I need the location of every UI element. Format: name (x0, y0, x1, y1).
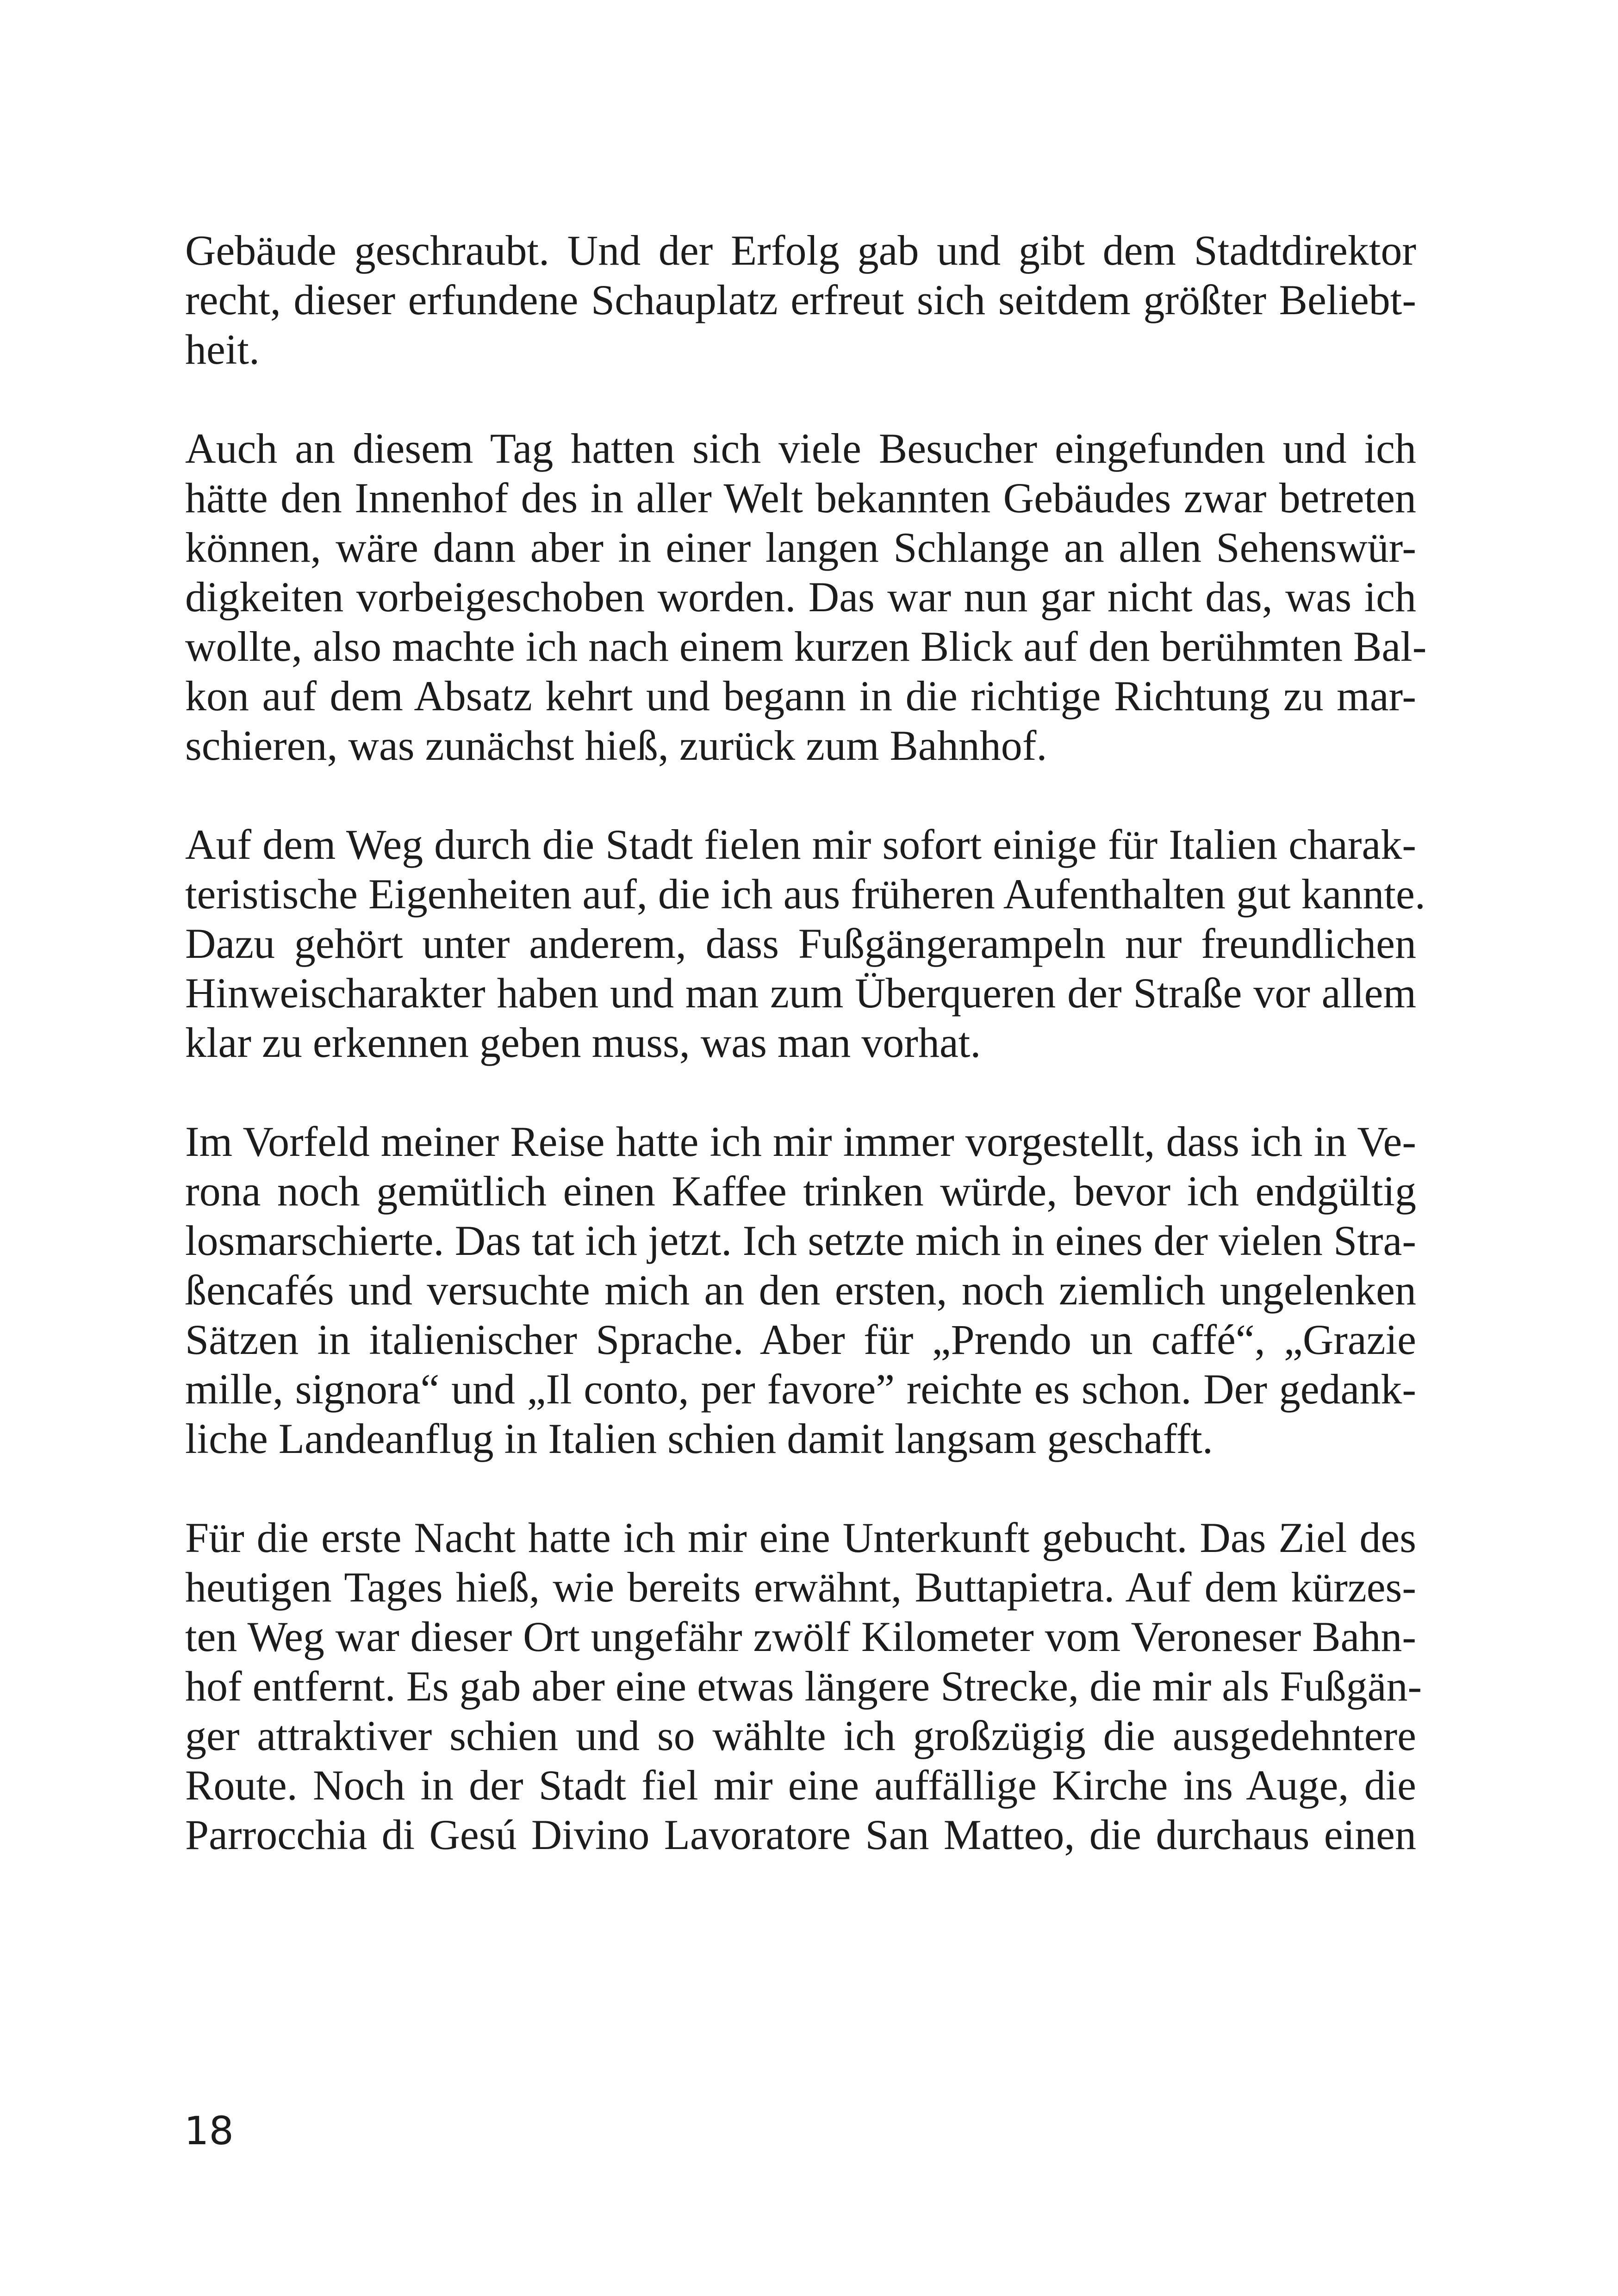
text-line: Route. Noch in der Stadt fiel mir eine auffällige Kirche ins Auge, die (185, 1762, 1416, 1809)
text-line: Für die erste Nacht hatte ich mir eine Unterkunft gebucht. Das Ziel des (185, 1514, 1416, 1561)
text-line: klar zu erkennen geben muss, was man vorhat. (185, 1019, 981, 1066)
body-text (185, 226, 1427, 1909)
text-line: wollte, also machte ich nach einem kurzen Blick auf den berühmten Bal- (185, 623, 1427, 670)
text-line: losmarschierte. Das tat ich jetzt. Ich setzte mich in eines der vielen Stra- (185, 1217, 1416, 1264)
text-line: Auf dem Weg durch die Stadt fielen mir sofort einige für Italien charak- (185, 821, 1416, 868)
text-line: hätte den Innenhof des in aller Welt bekannten Gebäudes zwar betreten (185, 474, 1416, 521)
text-line: digkeiten vorbeigeschoben worden. Das war nun gar nicht das, was ich (185, 573, 1416, 621)
text-line: rona noch gemütlich einen Kaffee trinken würde, bevor ich endgültig (185, 1167, 1416, 1215)
paragraph (185, 424, 1427, 770)
text-line: können, wäre dann aber in einer langen Schlange an allen Sehenswür- (185, 524, 1416, 571)
paragraph (185, 1117, 1416, 1464)
text-line: hof entfernt. Es gab aber eine etwas längere Strecke, die mir als Fußgän- (185, 1663, 1422, 1710)
text-line: heit. (185, 326, 260, 373)
text-line: ten Weg war dieser Ort ungefähr zwölf Kilometer vom Veroneser Bahn- (185, 1613, 1416, 1660)
paragraph (185, 1513, 1422, 1860)
text-line: Sätzen in italienischer Sprache. Aber für „Prendo un caffé“, „Grazie (185, 1316, 1416, 1363)
text-line: Auch an diesem Tag hatten sich viele Besucher eingefunden und ich (185, 425, 1416, 472)
text-line: liche Landeanflug in Italien schien damit langsam geschafft. (185, 1415, 1213, 1462)
text-line: kon auf dem Absatz kehrt und begann in die richtige Richtung zu mar- (185, 672, 1416, 720)
text-line: mille, signora“ und „Il conto, per favore” reichte es schon. Der gedank- (185, 1365, 1416, 1413)
text-line: Hinweischarakter haben und man zum Überqueren der Straße vor allem (185, 969, 1416, 1017)
text-line: ßencafés und versuchte mich an den ersten, noch ziemlich ungelenken (185, 1266, 1416, 1314)
paragraph (185, 226, 1416, 374)
text-line: Im Vorfeld meiner Reise hatte ich mir immer vorgestellt, dass ich in Ve- (185, 1118, 1416, 1165)
text-line: schieren, was zunächst hieß, zurück zum Bahnhof. (185, 722, 1047, 769)
text-line: Gebäude geschraubt. Und der Erfolg gab und gibt dem Stadtdirektor (185, 227, 1416, 274)
text-line: Dazu gehört unter anderem, dass Fußgängerampeln nur freundlichen (185, 920, 1416, 967)
text-line: recht, dieser erfundene Schauplatz erfreut sich seitdem größter Beliebt- (185, 276, 1416, 323)
page-number: 18 (184, 2108, 234, 2153)
paragraph (185, 820, 1425, 1067)
text-line: heutigen Tages hieß, wie bereits erwähnt, Buttapietra. Auf dem kürzes- (185, 1564, 1416, 1611)
text-line: ger attraktiver schien und so wählte ich großzügig die ausgedehntere (185, 1712, 1416, 1759)
text-line: teristische Eigenheiten auf, die ich aus früheren Aufenthalten gut kannte. (185, 870, 1425, 918)
text-line: Parrocchia di Gesú Divino Lavoratore San Matteo, die durchaus einen (185, 1811, 1416, 1858)
